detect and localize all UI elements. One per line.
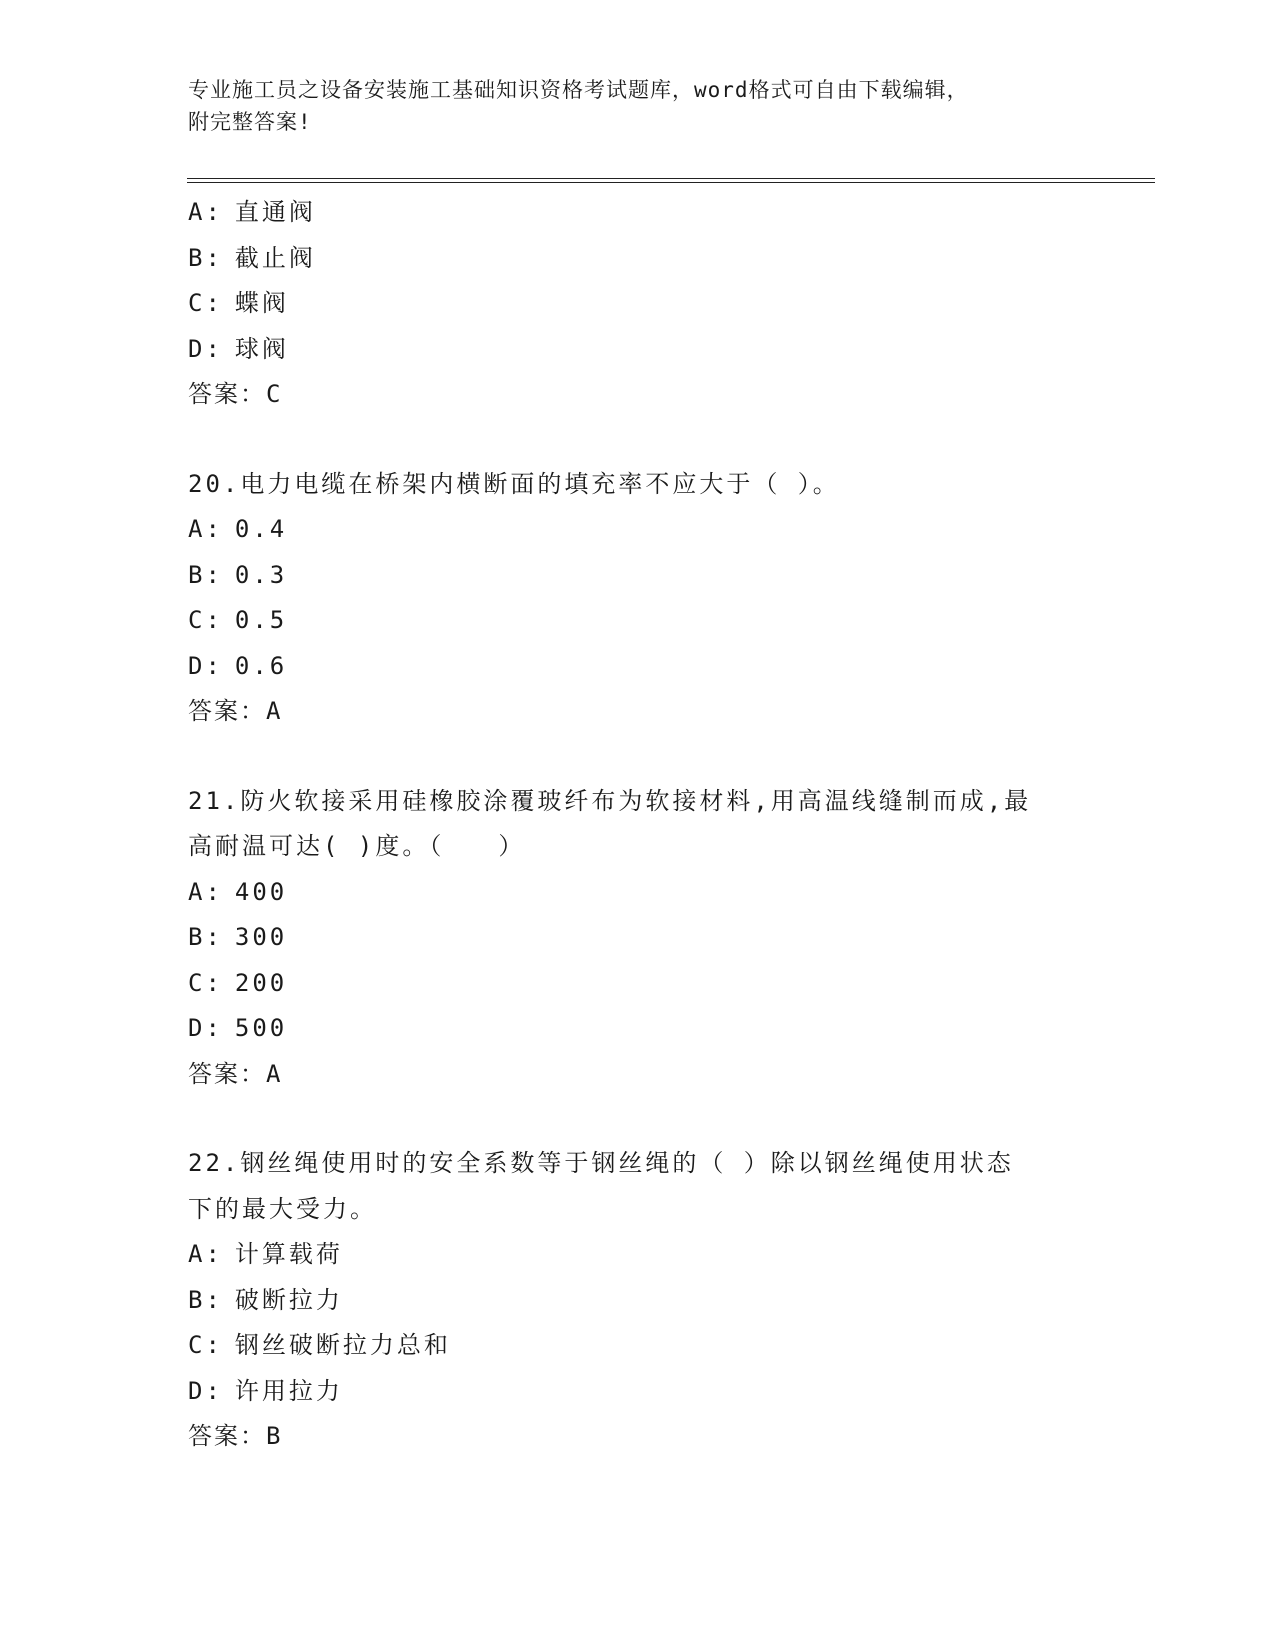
answer-key: 答案：B xyxy=(188,1422,283,1450)
option-text: 0.6 xyxy=(234,651,288,680)
document-header xyxy=(188,74,1088,138)
answer-option xyxy=(188,1278,1088,1324)
option-letter: D: xyxy=(188,651,223,680)
option-text: 蝶阀 xyxy=(234,289,289,317)
option-text: 200 xyxy=(234,968,288,997)
answer-option xyxy=(188,327,1088,373)
option-text: 500 xyxy=(234,1014,288,1042)
option-letter: A: xyxy=(188,1240,223,1268)
answer-option xyxy=(188,1006,1088,1052)
answer-option xyxy=(188,961,1088,1007)
question-text-line: 高耐温可达( )度。（ ） xyxy=(188,832,526,860)
answer-option xyxy=(188,553,1088,599)
header-divider xyxy=(187,178,1155,183)
question-block xyxy=(188,462,1088,779)
question-text-line: 下的最大受力。 xyxy=(188,1194,377,1223)
option-text: 0.3 xyxy=(234,560,288,589)
option-letter: C: xyxy=(188,606,223,634)
option-text: 0.4 xyxy=(234,515,288,543)
answer-option xyxy=(188,644,1088,690)
question-block xyxy=(188,1141,1088,1460)
option-letter: A: xyxy=(188,198,223,226)
option-letter: B: xyxy=(188,923,223,951)
answer-key: 答案：A xyxy=(188,1059,283,1088)
answer-option xyxy=(188,281,1088,327)
option-text: 截止阀 xyxy=(234,243,316,272)
option-letter: B: xyxy=(188,560,223,589)
option-text: 0.5 xyxy=(234,606,288,634)
option-letter: A: xyxy=(188,877,223,906)
option-letter: D: xyxy=(188,334,223,363)
question-list xyxy=(188,190,1088,1460)
answer-option xyxy=(188,190,1088,236)
answer-option xyxy=(188,507,1088,553)
header-title-line-1: 专业施工员之设备安装施工基础知识资格考试题库，word格式可自由下载编辑， xyxy=(188,78,969,102)
option-text: 计算载荷 xyxy=(234,1240,343,1268)
option-letter: B: xyxy=(188,1285,223,1314)
block-spacer xyxy=(188,418,1088,462)
option-letter: A: xyxy=(188,515,223,543)
answer-option xyxy=(188,236,1088,282)
question-block xyxy=(188,779,1088,1142)
option-letter: C: xyxy=(188,1331,223,1359)
answer-option xyxy=(188,870,1088,916)
answer-key: 答案：A xyxy=(188,697,283,725)
option-letter: D: xyxy=(188,1376,223,1405)
option-text: 300 xyxy=(234,923,288,951)
option-text: 破断拉力 xyxy=(234,1285,343,1314)
question-block xyxy=(188,190,1088,462)
option-letter: B: xyxy=(188,243,223,272)
option-text: 许用拉力 xyxy=(234,1376,343,1405)
header-title-line-2: 附完整答案! xyxy=(188,110,312,134)
option-text: 钢丝破断拉力总和 xyxy=(234,1331,451,1359)
answer-key: 答案：C xyxy=(188,380,283,408)
option-letter: D: xyxy=(188,1014,223,1042)
option-letter: C: xyxy=(188,968,223,997)
answer-option xyxy=(188,1369,1088,1415)
block-spacer xyxy=(188,1097,1088,1141)
option-letter: C: xyxy=(188,289,223,317)
answer-option xyxy=(188,1232,1088,1278)
question-text-line: 21.防火软接采用硅橡胶涂覆玻纤布为软接材料,用高温线缝制而成,最 xyxy=(188,786,1032,815)
answer-option xyxy=(188,915,1088,961)
block-spacer xyxy=(188,735,1088,779)
question-text-line: 22.钢丝绳使用时的安全系数等于钢丝绳的（ ）除以钢丝绳使用状态 xyxy=(188,1149,1014,1177)
option-text: 球阀 xyxy=(234,334,289,363)
answer-option xyxy=(188,1323,1088,1369)
answer-option xyxy=(188,598,1088,644)
option-text: 直通阀 xyxy=(234,198,316,226)
option-text: 400 xyxy=(234,877,288,906)
question-text-line: 20.电力电缆在桥架内横断面的填充率不应大于（ ）。 xyxy=(188,469,840,498)
